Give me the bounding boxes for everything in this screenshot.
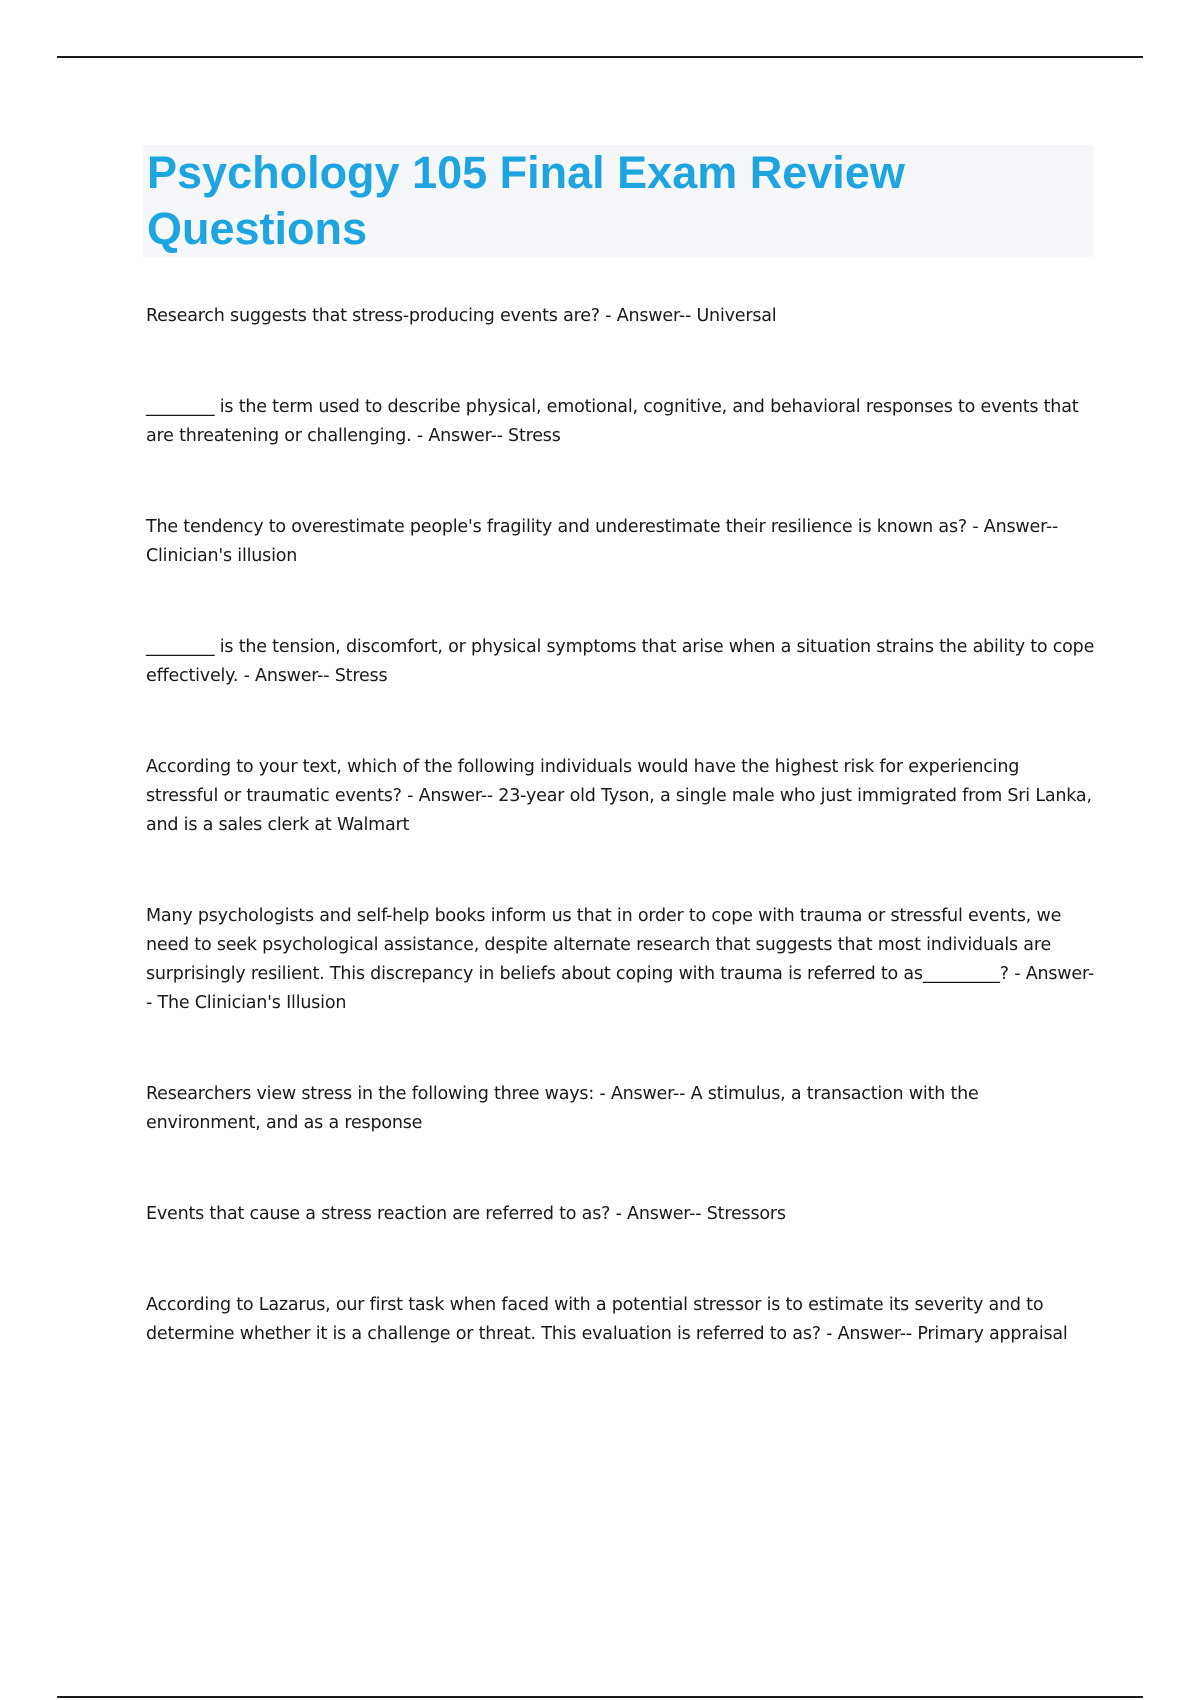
qa-item: According to Lazarus, our first task when faced with a potential stressor is to estimate its severity and to determine whether it is a challenge or threat. This evaluation is referred to as? - Answer-- Primary appraisal: [146, 1295, 1068, 1344]
qa-item: Researchers view stress in the following three ways: - Answer-- A stimulus, a transaction with the environment, and as a response: [146, 1084, 979, 1133]
bottom-divider: [57, 1696, 1143, 1698]
qa-item: The tendency to overestimate people's fragility and underestimate their resilience is known as? - Answer-- Clinician's illusion: [146, 517, 1059, 566]
qa-item: Events that cause a stress reaction are referred to as? - Answer-- Stressors: [146, 1204, 786, 1224]
page-title: Psychology 105 Final Exam Review Questions: [147, 147, 905, 254]
qa-item: ________ is the term used to describe physical, emotional, cognitive, and behavioral responses to events that are threatening or challenging. - Answer-- Stress: [146, 397, 1079, 446]
title-banner: [143, 145, 1093, 257]
qa-item: According to your text, which of the following individuals would have the highest risk for experiencing stressful or traumatic events? - Answer-- 23-year old Tyson, a single male who just immigrated from Sri Lanka, and is a sales clerk at Walmart: [146, 757, 1092, 835]
qa-item: Research suggests that stress-producing events are? - Answer-- Universal: [146, 306, 777, 326]
qa-list: [146, 302, 1096, 1349]
top-divider: [57, 56, 1143, 58]
qa-item: ________ is the tension, discomfort, or physical symptoms that arise when a situation strains the ability to cope effectively. - Answer-- Stress: [146, 637, 1095, 686]
qa-item: Many psychologists and self-help books inform us that in order to cope with trauma or stressful events, we need to seek psychological assistance, despite alternate research that suggests that most individuals are surprisingly resilient. This discrepancy in beliefs about coping with trauma is referred to as_________? - Answer-- The Clinician's Illusion: [146, 906, 1094, 1013]
